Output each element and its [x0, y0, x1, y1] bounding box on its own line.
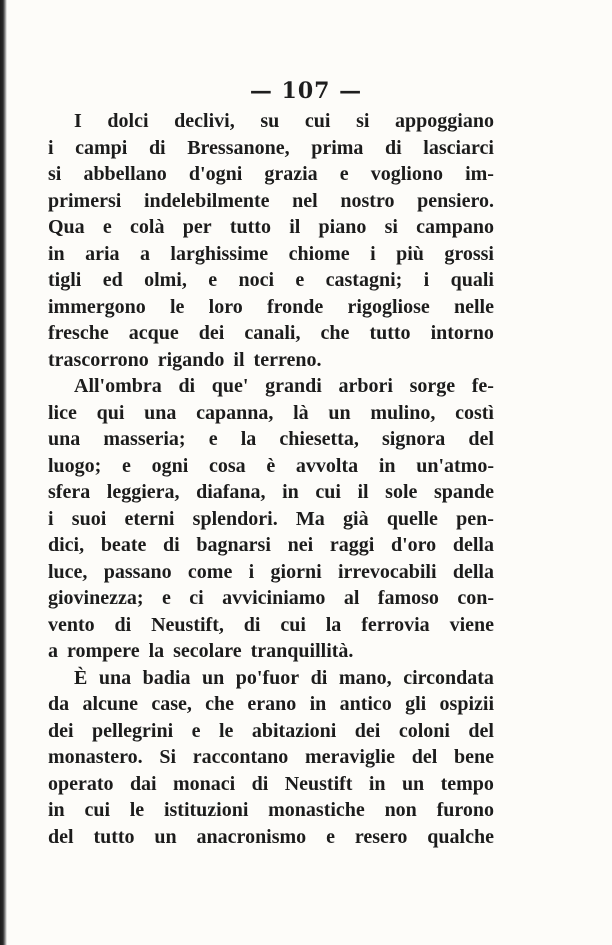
- text-line-content: All'ombra di que' grandi arbori sorge fe-: [74, 375, 494, 397]
- text-line-content: I dolci declivi, su cui si appoggiano: [74, 110, 494, 132]
- text-line-content: del tutto un anacronismo e resero qualche: [48, 825, 494, 848]
- text-line: [48, 214, 494, 241]
- body-text: [48, 108, 494, 850]
- page-binding-edge: [0, 0, 7, 945]
- text-line-content: lice qui una capanna, là un mulino, costì: [48, 401, 494, 424]
- text-line: [48, 585, 494, 612]
- text-line: [48, 506, 494, 533]
- text-line: [48, 638, 494, 665]
- text-line-content: sfera leggiera, diafana, in cui il sole spande: [48, 481, 494, 503]
- text-line-content: vento di Neustift, di cui la ferrovia viene: [48, 613, 494, 636]
- text-line-content: in aria a larghissime chiome i più grossi: [48, 242, 494, 265]
- text-line: [48, 532, 494, 559]
- text-line: [48, 453, 494, 480]
- text-line: [48, 373, 494, 400]
- text-line: [48, 797, 494, 824]
- text-line-content: giovinezza; e ci avviciniamo al famoso con-: [48, 587, 494, 609]
- text-line: [48, 612, 494, 639]
- text-line: [48, 294, 494, 321]
- text-line: [48, 267, 494, 294]
- text-line: [48, 108, 494, 135]
- text-line: [48, 320, 494, 347]
- text-line-content: Qua e colà per tutto il piano si campano: [48, 216, 494, 238]
- text-line-content: tigli ed olmi, e noci e castagni; i quali: [48, 269, 494, 291]
- text-line-content: È una badia un po'fuor di mano, circondata: [74, 666, 494, 689]
- text-line-content: luce, passano come i giorni irrevocabili della: [48, 560, 494, 583]
- text-line-content: luogo; e ogni cosa è avvolta in un'atmo-: [48, 454, 494, 477]
- text-line-content: trascorrono rigando il terreno.: [48, 348, 322, 371]
- text-line-content: monastero. Si raccontano meraviglie del bene: [48, 746, 494, 768]
- text-line: [48, 559, 494, 586]
- text-line: [48, 426, 494, 453]
- text-line: [48, 479, 494, 506]
- text-line: [48, 188, 494, 215]
- text-line-content: fresche acque dei canali, che tutto intorno: [48, 322, 494, 344]
- text-line-content: una masseria; e la chiesetta, signora del: [48, 428, 494, 450]
- text-line: [48, 744, 494, 771]
- text-line-content: da alcune case, che erano in antico gli ospizii: [48, 693, 494, 715]
- text-line: [48, 347, 494, 374]
- page-number: — 107 —: [249, 78, 363, 104]
- text-line: [48, 400, 494, 427]
- text-line-content: operato dai monaci di Neustift in un tempo: [48, 772, 494, 795]
- text-line: [48, 691, 494, 718]
- text-line-content: si abbellano d'ogni grazia e vogliono im-: [48, 163, 494, 185]
- text-line-content: a rompere la secolare tranquillità.: [48, 640, 354, 662]
- text-line: [48, 161, 494, 188]
- text-line: [48, 241, 494, 268]
- text-line-content: dici, beate di bagnarsi nei raggi d'oro della: [48, 534, 494, 556]
- text-line: [48, 824, 494, 851]
- text-line-content: in cui le istituzioni monastiche non furono: [48, 799, 494, 821]
- text-line-content: immergono le loro fronde rigogliose nelle: [48, 295, 494, 318]
- text-line-content: i campi di Bressanone, prima di lasciarci: [48, 136, 494, 159]
- text-line: [48, 718, 494, 745]
- text-line-content: dei pellegrini e le abitazioni dei coloni del: [48, 719, 494, 742]
- text-line: [48, 135, 494, 162]
- text-line: [48, 771, 494, 798]
- text-line-content: i suoi eterni splendori. Ma già quelle pen-: [48, 507, 494, 530]
- text-line: [48, 665, 494, 692]
- text-line-content: primersi indelebilmente nel nostro pensiero.: [48, 189, 494, 212]
